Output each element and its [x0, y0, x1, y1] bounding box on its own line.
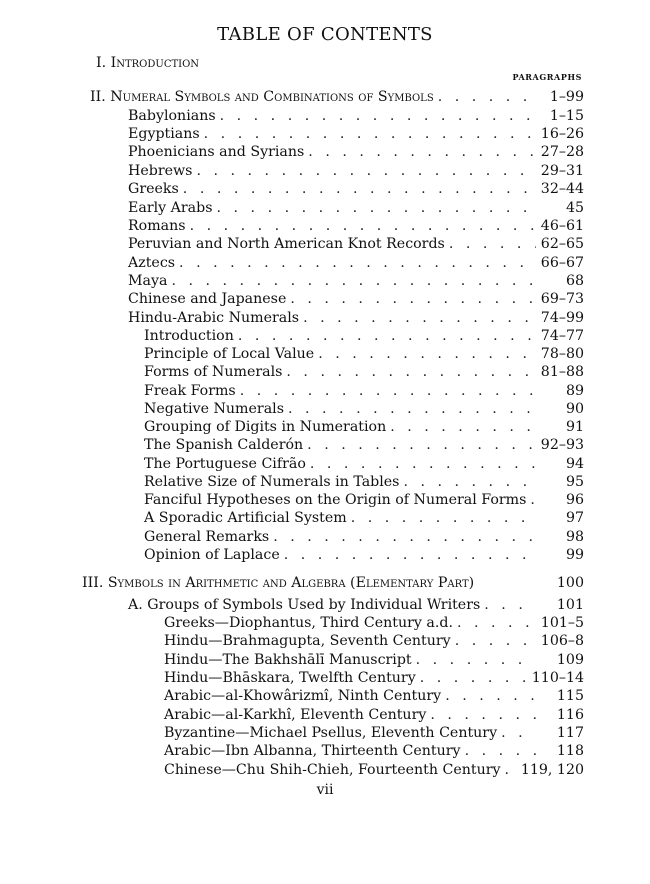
toc-entry-paragraphs: 97	[565, 510, 584, 526]
dot-leader	[449, 235, 536, 253]
dot-leader	[484, 596, 536, 614]
toc-entry[interactable]	[144, 327, 584, 345]
dot-leader	[288, 400, 536, 418]
toc-entry-title: Chinese—Chu Shih-Chieh, Fourteenth Century	[164, 762, 501, 778]
toc-entry-paragraphs: 101	[556, 597, 584, 613]
toc-entry[interactable]	[96, 54, 584, 72]
toc-entry-paragraphs: 109	[556, 652, 584, 668]
toc-entry[interactable]	[144, 418, 584, 436]
dot-leader	[303, 309, 536, 327]
toc-entry-title: Aztecs	[128, 255, 176, 271]
toc-entry[interactable]	[144, 455, 584, 473]
toc-entry-paragraphs: 1–15	[549, 108, 584, 124]
toc-entry-title: Forms of Numerals	[144, 364, 283, 380]
toc-entry[interactable]	[164, 742, 584, 760]
toc-entry-title: Peruvian and North American Knot Records	[128, 236, 445, 252]
dot-leader	[457, 614, 536, 632]
toc-entry-title: Egyptians	[128, 126, 200, 142]
toc-entry-title: Hindu—The Bakhshālī Manuscript	[164, 652, 412, 668]
toc-entry[interactable]	[128, 235, 584, 253]
toc-entry-title: Phoenicians and Syrians	[128, 144, 305, 160]
dot-leader	[390, 418, 536, 436]
toc-entry-title: Greeks	[128, 181, 179, 197]
dot-leader	[286, 363, 536, 381]
dot-leader	[310, 455, 536, 473]
dot-leader	[290, 290, 536, 308]
toc-entry[interactable]	[164, 687, 584, 705]
toc-entry-paragraphs: 45	[565, 200, 584, 216]
toc-entry-title: A. Groups of Symbols Used by Individual Writers	[128, 597, 481, 613]
toc-entry-title: A Sporadic Artificial System	[144, 510, 347, 526]
dot-leader	[238, 327, 536, 345]
toc-entry-paragraphs: 27–28	[540, 144, 584, 160]
toc-entry-paragraphs: 118	[556, 743, 584, 759]
toc-entry-paragraphs: 69–73	[540, 291, 584, 307]
dot-leader	[204, 125, 536, 143]
toc-entry-paragraphs: 106–8	[540, 633, 584, 649]
toc-entry[interactable]	[128, 596, 584, 614]
dot-leader	[190, 217, 536, 235]
toc-entry-title: Arabic—al-Karkhî, Eleventh Century	[164, 707, 427, 723]
toc-entry-paragraphs: 92–93	[540, 437, 584, 453]
toc-entry-title: Opinion of Laplace	[144, 547, 280, 563]
toc-entry-paragraphs: 81–88	[540, 364, 584, 380]
toc-entry-title: Negative Numerals	[144, 401, 284, 417]
dot-leader	[318, 345, 536, 363]
toc-entry[interactable]	[164, 669, 584, 687]
toc-entry-paragraphs: 74–77	[540, 328, 584, 344]
toc-entry[interactable]	[144, 436, 584, 454]
toc-entry-paragraphs: 117	[556, 725, 584, 741]
toc-entry[interactable]	[164, 614, 584, 632]
toc-entry[interactable]	[144, 400, 584, 418]
toc-entry-title: Hindu—Bhāskara, Twelfth Century	[164, 670, 416, 686]
toc-entry-paragraphs: 46–61	[540, 218, 584, 234]
toc-entry[interactable]	[144, 363, 584, 381]
dot-leader	[420, 669, 528, 687]
toc-entry-title: Hindu—Brahmagupta, Seventh Century	[164, 633, 451, 649]
toc-entry-title: Relative Size of Numerals in Tables	[144, 474, 400, 490]
dot-leader	[220, 107, 536, 125]
toc-entry[interactable]	[144, 345, 584, 363]
toc-entry[interactable]	[128, 162, 584, 180]
toc-entry[interactable]	[164, 706, 584, 724]
dot-leader	[403, 473, 536, 491]
dot-leader	[438, 88, 536, 106]
toc-entry-title: Chinese and Japanese	[128, 291, 287, 307]
toc-entry[interactable]	[128, 217, 584, 235]
toc-entry-paragraphs: 96	[565, 492, 584, 508]
toc-entry-title: Greeks—Diophantus, Third Century a.d.	[164, 615, 453, 631]
toc-entry-paragraphs: 29–31	[540, 163, 584, 179]
dot-leader	[217, 199, 536, 217]
dot-leader	[430, 706, 536, 724]
toc-entry[interactable]	[128, 290, 584, 308]
toc-entry-title: Maya	[128, 273, 168, 289]
dot-leader	[240, 382, 536, 400]
toc-entry-title: Freak Forms	[144, 383, 236, 399]
toc-entry-paragraphs: 74–99	[540, 310, 584, 326]
dot-leader	[455, 632, 536, 650]
dot-leader	[183, 180, 536, 198]
toc-entry[interactable]	[128, 199, 584, 217]
toc-entry-paragraphs: 98	[565, 529, 584, 545]
toc-entry[interactable]	[82, 574, 584, 592]
toc-entry-title: Romans	[128, 218, 186, 234]
toc-entry-paragraphs: 90	[565, 401, 584, 417]
dot-leader	[465, 742, 536, 760]
toc-entry[interactable]	[144, 473, 584, 491]
dot-leader	[530, 491, 536, 509]
toc-entry-title: Babylonians	[128, 108, 216, 124]
toc-entry-paragraphs: 1–99	[549, 89, 584, 105]
toc-entry-paragraphs: 66–67	[540, 255, 584, 271]
paragraphs-column-header: PARAGRAPHS	[512, 72, 582, 82]
toc-entry[interactable]	[144, 382, 584, 400]
toc-entry-title: General Remarks	[144, 529, 270, 545]
dot-leader	[445, 687, 536, 705]
toc-entry-paragraphs: 110–14	[531, 670, 584, 686]
toc-entry-paragraphs: 78–80	[540, 346, 584, 362]
toc-entry-paragraphs: 115	[556, 688, 584, 704]
dot-leader	[505, 761, 517, 779]
toc-entry-title: Early Arabs	[128, 200, 213, 216]
toc-entry-title: Arabic—al-Khowârizmî, Ninth Century	[164, 688, 442, 704]
toc-entry-title: II. Numeral Symbols and Combinations of Symbols	[90, 89, 434, 105]
dot-leader	[307, 436, 536, 454]
dot-leader	[179, 254, 536, 272]
toc-entry[interactable]	[164, 632, 584, 650]
dot-leader	[308, 143, 536, 161]
toc-entry-paragraphs: 101–5	[540, 615, 584, 631]
toc-entry-title: Fanciful Hypotheses on the Origin of Numeral Forms	[144, 492, 527, 508]
toc-entry-paragraphs: 16–26	[540, 126, 584, 142]
toc-entry[interactable]	[128, 254, 584, 272]
dot-leader	[171, 272, 536, 290]
toc-entry-title: Hindu-Arabic Numerals	[128, 310, 300, 326]
toc-entry-paragraphs: 91	[565, 419, 584, 435]
toc-entry-title: Principle of Local Value	[144, 346, 315, 362]
page-number: vii	[316, 782, 334, 798]
toc-entry[interactable]	[128, 180, 584, 198]
toc-entry[interactable]	[144, 491, 584, 509]
toc-entry-paragraphs: 99	[565, 547, 584, 563]
toc-entry-title: III. Symbols in Arithmetic and Algebra (Elementary Part)	[82, 575, 475, 591]
toc-entry[interactable]	[90, 88, 584, 106]
toc-entry[interactable]	[128, 309, 584, 327]
toc-entry-paragraphs: 119, 120	[520, 762, 584, 778]
dot-leader	[416, 651, 536, 669]
toc-entry-title: Hebrews	[128, 163, 193, 179]
toc-entry-paragraphs: 68	[565, 273, 584, 289]
toc-entry[interactable]	[144, 509, 584, 527]
toc-entry-paragraphs: 32–44	[540, 181, 584, 197]
dot-leader	[196, 162, 536, 180]
dot-leader	[284, 546, 536, 564]
toc-entry[interactable]	[164, 724, 584, 742]
toc-entry-title: Byzantine—Michael Psellus, Eleventh Century	[164, 725, 498, 741]
toc-entry[interactable]	[144, 546, 584, 564]
toc-entry-title: Introduction	[144, 328, 234, 344]
toc-entry[interactable]	[144, 528, 584, 546]
toc-entry-title: I. Introduction	[96, 55, 200, 71]
toc-entry[interactable]	[164, 651, 584, 669]
toc-entry-paragraphs: 94	[565, 456, 584, 472]
toc-entry-paragraphs: 100	[556, 575, 584, 591]
toc-entry-paragraphs: 62–65	[540, 236, 584, 252]
toc-entry-paragraphs: 89	[565, 383, 584, 399]
toc-entry[interactable]	[128, 107, 584, 125]
toc-entry[interactable]	[128, 125, 584, 143]
toc-entry-paragraphs: 116	[556, 707, 584, 723]
page-title: TABLE OF CONTENTS	[217, 24, 433, 45]
dot-leader	[501, 724, 536, 742]
toc-entry[interactable]	[128, 143, 584, 161]
dot-leader	[273, 528, 536, 546]
toc-entry[interactable]	[164, 761, 584, 779]
toc-entry-title: The Portuguese Cifrão	[144, 456, 306, 472]
dot-leader	[351, 509, 536, 527]
toc-entry[interactable]	[128, 272, 584, 290]
toc-entry-title: Arabic—Ibn Albanna, Thirteenth Century	[164, 743, 461, 759]
toc-entry-paragraphs: 95	[565, 474, 584, 490]
toc-entry-title: The Spanish Calderón	[144, 437, 304, 453]
toc-entry-title: Grouping of Digits in Numeration	[144, 419, 387, 435]
